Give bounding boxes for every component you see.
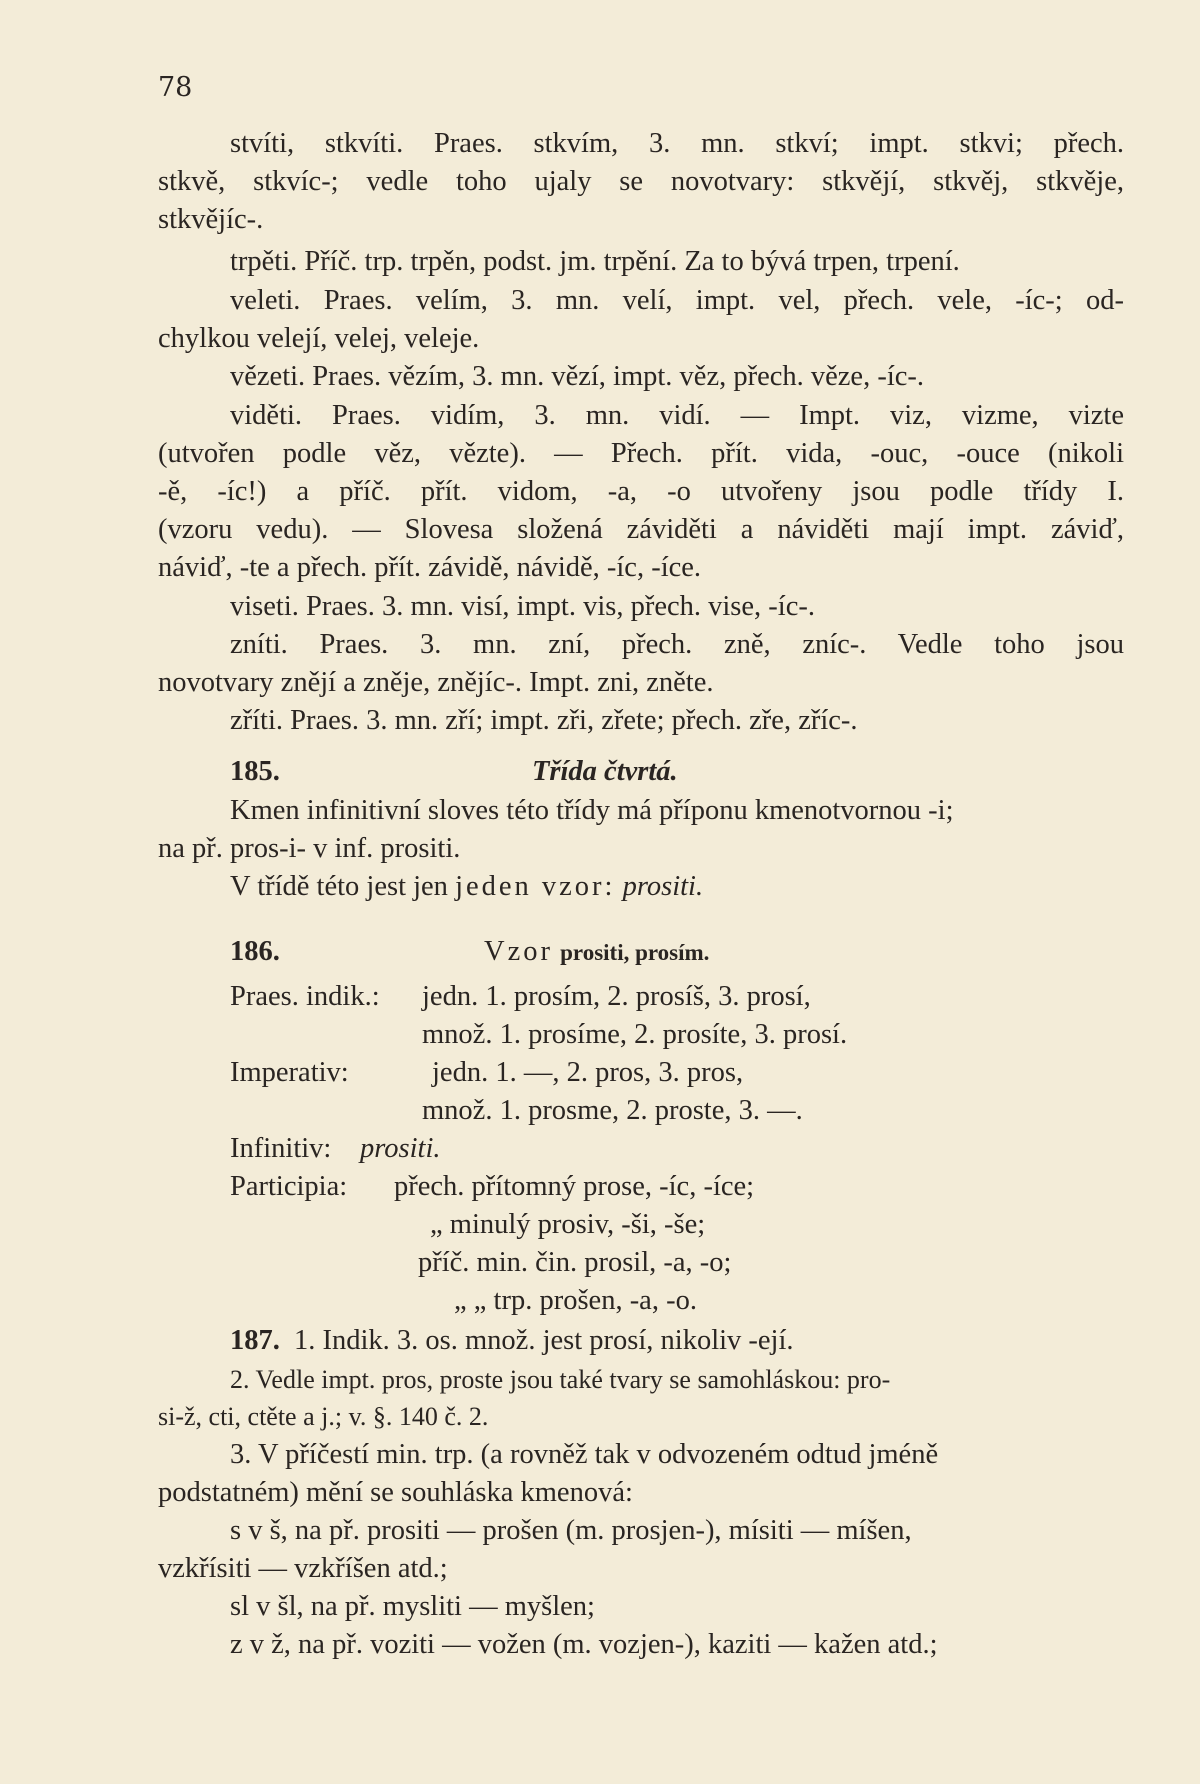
paragraph-line: 2. Vedle impt. pros, proste jsou také tvary se samohláskou: pro- [230, 1365, 891, 1394]
paragraph-line: Kmen infinitivní sloves této třídy má příponu kmenotvornou -i; [230, 795, 954, 826]
paragraph-line: 3. V příčestí min. trp. (a rovněž tak v odvozeném odtud jméně [230, 1439, 939, 1470]
text-line: (vzoru vedu). — Slovesa složená záviděti a náviděti mají impt. záviď, [158, 514, 1124, 545]
book-page: 78 stvíti, stkvíti. Praes. stkvím, 3. mn. stkví; impt. stkvi; přech. stkvě, stkvíc-; vedle toho ujaly se novotvary: stkvějí, stkvěj, stkvěje, stkvějíc-. trpěti. Příč. trp. trpěn, podst. jm. trpění. Za to bývá trpen, trpení. veleti. Praes. velím, 3. mn. velí, impt. vel, přech. vele, -íc-; od- chylkou velejí, velej, veleje. vězeti. Praes. vězím, 3. mn. vězí, impt. věz, přech. věze, -íc-. viděti. Praes. vidím, 3. mn. vidí. — Impt. viz, vizme, vizte (utvořen podle věz, vězte). — Přech. přít. vida, -ouc, -ouce (nikoli -ě, -íc!) a příč. přít. vidom, -a, -o utvořeny jsou podle třídy I. (vzoru vedu). — Slovesa složená záviděti a náviděti mají impt. záviď, náviď, -te a přech. přít. závidě, návidě, -íc, -íce. viseti. Praes. 3. mn. visí, impt. vis, přech. vise, -íc-. zníti. Praes. 3. mn. zní, přech. zně, zníc-. Vedle toho jsou novotvary znějí a zněje, znějíc-. Impt. zni, zněte. zříti. Praes. 3. mn. zří; impt. zři, zřete; přech. zře, zříc-. 185. Třída čtvrtá. Kmen infinitivní sloves této třídy má příponu kmenotvornou -i; na př. pros-i- v inf. prositi. V třídě této jest jen jeden vzor: prositi. 186. Vzor prositi, prosím. Praes. indik.: jedn. 1. prosím, 2. prosíš, 3. prosí, množ. 1. prosíme, 2. prosíte, 3. prosí. Imperativ: jedn. 1. —, 2. pros, 3. pros, množ. 1. prosme, 2. proste, 3. —. Infinitiv: prositi. Participia: přech. přítomný prose, -íc, -íce; „ minulý prosiv, -ši, -še; příč. min. čin. prosil, -a, -o; „ „ trp. prošen, -a, -o. 187. 1. Indik. 3. os. množ. jest prosí, nikoliv -ejí. 2. Vedle impt. pros, proste jsou také tvary se samohláskou: pro- si-ž, cti, ctěte a j.; v. §. 140 č. 2. 3. V příčestí min. trp. (a rovněž tak v odvozeném odtud jméně podstatném) mění se souhláska kmenová: s v š, na př. prositi — prošen (m. prosjen-), mísiti — míšen, vzkřísiti — vzkříšen atd.; sl v šl, na př. mysliti — myšlen; z v ž, na př. voziti — vožen (m. vozjen-), kaziti — kažen atd.; [0, 0, 1200, 1784]
text-line: veleti. Praes. velím, 3. mn. velí, impt. vel, přech. vele, -íc-; od- [230, 285, 1124, 316]
text-line: (utvořen podle věz, vězte). — Přech. přít. vida, -ouc, -ouce (nikoli [158, 438, 1124, 469]
paragraph-line: s v š, na př. prositi — prošen (m. prosjen-), mísiti — míšen, [230, 1515, 912, 1546]
paragraph-line: z v ž, na př. voziti — vožen (m. vozjen-), kaziti — kažen atd.; [230, 1629, 938, 1660]
text-line: vězeti. Praes. vězím, 3. mn. vězí, impt. věz, přech. věze, -íc-. [230, 361, 925, 392]
text-line: novotvary znějí a zněje, znějíc-. Impt. zni, zněte. [158, 667, 714, 698]
text-line: viseti. Praes. 3. mn. visí, impt. vis, přech. vise, -íc-. [230, 591, 815, 622]
text-line: náviď, -te a přech. přít. závidě, návidě, -íc, -íce. [158, 552, 702, 583]
paragraph-line: vzkřísiti — vzkříšen atd.; [158, 1553, 448, 1584]
text-line: viděti. Praes. vidím, 3. mn. vidí. — Impt. viz, vizme, vizte [230, 400, 1124, 431]
paragraph-line: podstatném) mění se souhláska kmenová: [158, 1477, 633, 1508]
text-line: stkvějíc-. [158, 204, 264, 235]
section-title: Vzor prositi, prosím. [484, 936, 710, 967]
paragraph-line: sl v šl, na př. mysliti — myšlen; [230, 1591, 595, 1622]
section-number: 185. [230, 756, 280, 787]
text-line: stkvě, stkvíc-; vedle toho ujaly se novotvary: stkvějí, stkvěj, stkvěje, [158, 166, 1124, 197]
section-number: 186. [230, 936, 280, 967]
text-line: zníti. Praes. 3. mn. zní, přech. zně, zníc-. Vedle toho jsou [230, 629, 1124, 660]
text-line: chylkou velejí, velej, veleje. [158, 323, 480, 354]
paragraph-line: V třídě této jest jen jeden vzor: prositi. [230, 871, 704, 902]
section-title: Třída čtvrtá. [532, 756, 678, 787]
text-line: -ě, -íc!) a příč. přít. vidom, -a, -o utvořeny jsou podle třídy I. [158, 476, 1124, 507]
text-line: zříti. Praes. 3. mn. zří; impt. zři, zřete; přech. zře, zříc-. [230, 705, 858, 736]
text-line: stvíti, stkvíti. Praes. stkvím, 3. mn. stkví; impt. stkvi; přech. [230, 128, 1124, 159]
paragraph-line: si-ž, cti, ctěte a j.; v. §. 140 č. 2. [158, 1402, 489, 1431]
paragraph-line: na př. pros-i- v inf. prositi. [158, 833, 461, 864]
text-line: trpěti. Příč. trp. trpěn, podst. jm. trpění. Za to bývá trpen, trpení. [230, 246, 960, 277]
page-number: 78 [158, 72, 193, 103]
